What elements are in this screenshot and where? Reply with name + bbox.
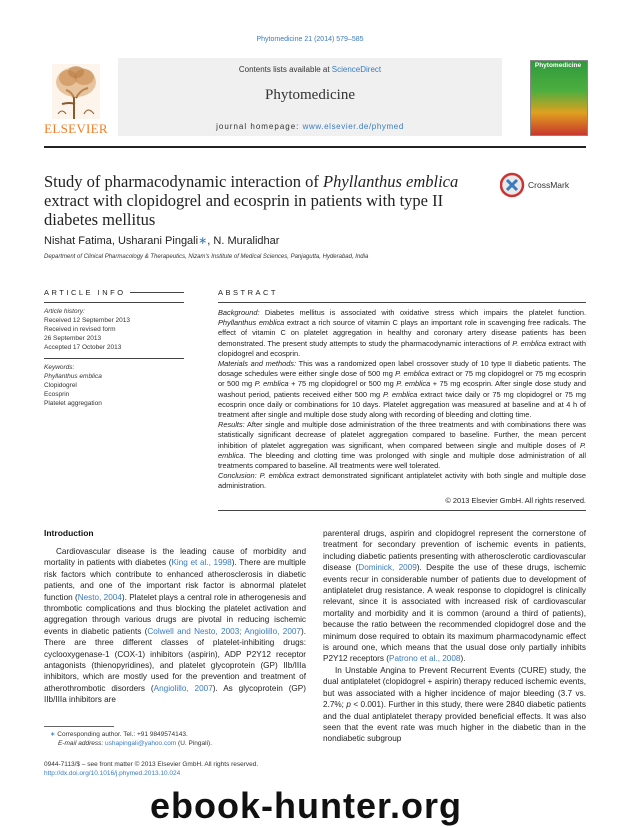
issn-line: 0944-7113/$ – see front matter © 2013 Elsevier GmbH. All rights reserved. (44, 761, 259, 768)
abstract-body (218, 308, 586, 492)
methods-text: + 75 mg ecosprin. After single dose study and washout period, patients received either 500 mg (218, 379, 586, 399)
abstract-copyright: © 2013 Elsevier GmbH. All rights reserved. (445, 496, 586, 505)
methods-text: extract or 75 mg clopidogrel or 75 mg ecosprin or 500 mg (218, 369, 586, 389)
info-rule (44, 302, 184, 303)
background-label: Background: (218, 308, 260, 317)
keywords (44, 363, 184, 408)
species-name: P. emblica (395, 369, 429, 379)
species-name: P. emblica (218, 440, 586, 460)
history-accepted: Accepted 17 October 2013 (44, 344, 122, 351)
methods-text: extract twice daily or 75 mg clopidogrel or 75 mg ecosprin once daily or combinations for 10 days. Platelet aggregation was measured at baseline and at 4 h of treatment after single and multiple dose study along with recording of bleeding and clotting time. (218, 389, 586, 420)
contents-line (150, 65, 470, 74)
homepage-prefix: journal homepage: (216, 122, 303, 131)
article-info-label: ARTICLE INFO (44, 288, 130, 297)
elsevier-logo: ELSEVIER (44, 121, 108, 136)
corresponding-author-link[interactable]: ∗ (198, 235, 208, 247)
intro-text: Cardiovascular disease is the leading cause of morbidity and mortality in patients with diabetes ( (44, 547, 306, 568)
abstract-results (218, 420, 586, 471)
species-name: P. emblica (396, 379, 431, 389)
history-received: Received 12 September 2013 (44, 317, 131, 324)
email-note (44, 739, 304, 748)
watermark-text: ebook-hunter.org (150, 785, 462, 826)
intro-text: < 0.001). Further in this study, there were 2840 diabetic patients and the dual antiplatelet therapy provided beneficial effects. It was also seen that the event rate was much higher in the diabetic than in the nondiabetic subgroup (323, 700, 586, 744)
intro-text: parenteral drugs, aspirin and clopidogrel represent the cornerstone of treatment for secondary prevention of ischemic events in patients, including diabetic patients presenting with atherosclerotic cardiovascular disease ( (323, 529, 586, 573)
contents-prefix: Contents lists available at (238, 65, 332, 74)
email-link[interactable]: ushapingali@yahoo.com (104, 740, 177, 747)
history-label: Article history: (44, 308, 85, 315)
abstract-rule (218, 302, 586, 303)
abstract-background (218, 308, 586, 359)
reference-link[interactable]: King et al., 1998 (171, 558, 232, 568)
reference-link[interactable]: Dominick, 2009 (358, 563, 417, 573)
journal-citation[interactable]: Phytomedicine 21 (2014) 579–585 (256, 36, 364, 43)
methods-text: This was a randomized open label crossover study of 10 type II diabetic patients. The dosage schedules were either single dose of 500 mg (218, 359, 586, 379)
intro-paragraph (44, 546, 306, 706)
methods-text: + 75 mg clopidogrel or 500 mg (288, 379, 397, 389)
intro-text: ). As glycoprotein (GP) IIb/IIIa inhibitors are (44, 683, 306, 705)
sciencedirect-link[interactable]: ScienceDirect (331, 65, 382, 74)
keyword-item: Platelet aggregation (44, 400, 102, 407)
affiliation: Department of Clinical Pharmacology & Therapeutics, Nizam's Institute of Medical Sciences, Panjagutta, Hyderabad, India (44, 254, 369, 260)
intro-text: ). Platelet plays a central role in atherogenesis and thrombotic complications and thus blocking the platelet activation and aggregation through various drugs are pivotal in reducing ischemic events in diabetic patients ( (44, 592, 307, 636)
issn-doi (44, 760, 344, 778)
email-name: (U. Pingali). (176, 740, 213, 747)
crossmark-label[interactable]: CrossMark (528, 180, 570, 190)
keyword-item: Ecosprin (44, 391, 70, 398)
keyword-item: Clopidogrel (44, 382, 77, 389)
species-name: Phyllanthus emblica (218, 318, 285, 328)
species-name: P. emblica (383, 389, 418, 399)
homepage-link[interactable]: www.elsevier.de/phymed (302, 122, 404, 131)
footnote-rule (44, 726, 114, 727)
title-species: Phyllanthus emblica (323, 172, 459, 191)
author-names-1: Nishat Fatima, Usharani Pingali (44, 235, 199, 247)
keyword-item: Phyllanthus emblica (44, 373, 102, 380)
introduction-heading: Introduction (44, 528, 94, 538)
elsevier-tree-icon (52, 64, 100, 119)
footnote-star: ∗ (50, 731, 56, 738)
journal-title: Phytomedicine (265, 87, 355, 103)
corresponding-note (44, 730, 304, 739)
header-rule (44, 146, 586, 148)
history-revised-label: Received in revised form (44, 326, 116, 333)
abstract-methods (218, 359, 586, 420)
cover-title: Phytomedicine (534, 62, 582, 69)
intro-paragraph (323, 665, 586, 745)
homepage-line (150, 122, 470, 131)
article-history (44, 307, 184, 352)
keywords-label: Keywords: (44, 364, 75, 371)
abstract-bottom-rule (218, 510, 586, 511)
results-text: . The bleeding and clotting time was prolonged with single and multiple dose administration of all treatments compared to baseline. All treatments were well tolerated. (218, 450, 586, 471)
intro-text: ). There are three different classes of platelet-inhibiting drugs: cyclooxygenase-1 (COX-1) inhibitors (aspirin), ADP P2Y12 receptor antagonists (thienopyridines), and platelet glycoprotein (GP) IIb/IIIa inhibitors, which are mostly used for the prevention and treatment of atherothrombotic disorders ( (44, 626, 306, 693)
reference-link[interactable]: Nesto, 2004 (77, 592, 122, 602)
reference-link[interactable]: Colwell and Nesto, 2003; Angiolillo, 2007 (147, 626, 301, 636)
intro-paragraph (323, 528, 586, 665)
results-text: After single and multiple dose administration of the three treatments and with combinations there was statistically significant decrease of platelet aggregation compared to baseline. Further, the mean percent inhibition of platelet aggregation was significant, when compared between single and multiple doses of (218, 420, 586, 450)
background-text: extract with clopidogrel and ecosprin. (218, 338, 586, 358)
doi-link[interactable]: http://dx.doi.org/10.1016/j.phymed.2013.10.024 (44, 770, 181, 777)
intro-text: ). There are multiple risk factors which contribute to enhanced atherosclerosis in diabetic patients, and one of the important risk factor is abnormal platelet function ( (44, 558, 306, 602)
species-name: P. emblica (512, 338, 547, 348)
conclusion-label: Conclusion: (218, 471, 257, 481)
background-text: extract a rich source of vitamin C plays an important role in scavenging free radicals. The effect of vitamin C on platelet aggregation in healthy and coronary artery disease patients has been demonstrated. The present study attempts to study the pharmacodynamic interactions of (218, 318, 587, 348)
keywords-rule (44, 358, 184, 359)
abstract-conclusion (218, 471, 586, 491)
intro-left-column (44, 546, 306, 706)
history-revised-date: 26 September 2013 (44, 335, 102, 342)
footnote (44, 730, 304, 748)
article-title (44, 172, 484, 229)
intro-right-column (323, 528, 586, 745)
reference-link[interactable]: Patrono et al., 2008 (389, 654, 461, 664)
abstract-label: ABSTRACT (218, 288, 279, 297)
p-value-symbol: p (346, 700, 351, 710)
email-label: E-mail address: (58, 740, 105, 747)
journal-cover-image (530, 60, 588, 136)
reference-link[interactable]: Angiolillo, 2007 (153, 683, 213, 693)
intro-text: In Unstable Angina to Prevent Recurrent Events (CURE) study, the dual antiplatelet (clopidogrel + aspirin) therapy reduced ischemic events, but was associated with a higher incidence of major bleeding (3.7 vs. 2.7%; (323, 665, 586, 710)
methods-label: Materials and methods: (218, 359, 297, 369)
title-part2: extract with clopidogrel and ecosprin in patients with type II diabetes mellitus (44, 191, 444, 229)
title-part1: Study of pharmacodynamic interaction of (44, 172, 324, 191)
author-list (44, 234, 279, 247)
results-label: Results: (218, 420, 245, 430)
corresponding-author-text: Corresponding author. Tel.: +91 9849574143. (55, 731, 188, 738)
author-names-2: , N. Muralidhar (207, 235, 280, 247)
intro-text: ). Despite the use of these drugs, ischemic events recur in considerable number of patients due to development of antiplatelet drug resistance. A weak response to clopidogrel is clinically relevant, since it is associated with increased risk of cardiovascular mortality and morbidity and it is common (around a third of patients), because the ratio between the recommended clopidogrel dose and the minimum dose required to obtain its maximum pharmacodynamic effect is around one, which means that the usual dose only partially inhibits P2Y12 receptors ( (323, 563, 586, 664)
background-text: Diabetes mellitus is associated with oxidative stress which impairs the platelet function. (259, 308, 586, 317)
species-name: P. emblica (254, 379, 289, 389)
conclusion-text: extract demonstrated significant antiplatelet activity with both single and multiple dose administration. (218, 471, 586, 491)
intro-text: ). (460, 654, 466, 664)
species-name: P. emblica (259, 471, 295, 481)
